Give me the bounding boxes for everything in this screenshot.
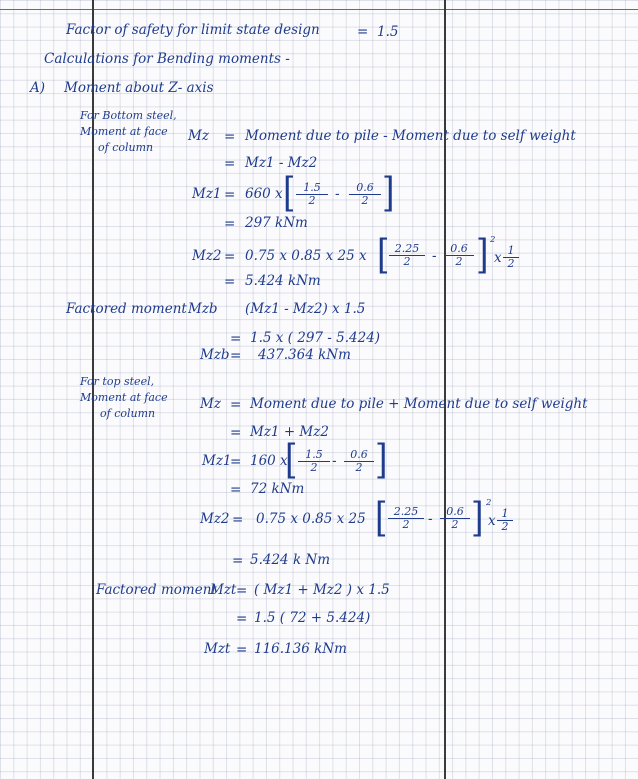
top-mz1-result: 72 kNm — [250, 481, 305, 497]
bottom-steel-label-2: Moment at face — [80, 125, 168, 138]
bottom-mz-split: Mz1 - Mz2 — [245, 155, 318, 171]
top-mz2-symbol: Mz2 — [200, 511, 230, 527]
fos-value: 1.5 — [377, 24, 399, 40]
bottom-mz2-times: x — [494, 250, 502, 266]
top-mz2-frac-d: 0.6 2 — [440, 506, 470, 531]
top-steel-label-1: For top steel, — [80, 375, 155, 388]
bottom-mz2-symbol: Mz2 — [192, 248, 222, 264]
bottom-mzb-symbol: Mzb — [188, 301, 218, 317]
top-mz1-result-eq: = — [230, 482, 242, 498]
bottom-mz1-result: 297 kNm — [245, 215, 308, 231]
bottom-factored-label: Factored moment — [66, 301, 187, 317]
bottom-mz1-eq: = — [224, 187, 236, 203]
top-factored-label: Factored moment — [96, 582, 217, 598]
top-mz2-lead: 0.75 x 0.85 x 25 — [256, 511, 366, 527]
bottom-mz-definition: Moment due to pile - Moment due to self weight — [245, 128, 576, 144]
bottom-mz2-frac-d: 0.6 2 — [444, 243, 474, 268]
top-mz2-result: 5.424 k Nm — [250, 552, 331, 568]
bottom-steel-label-1: For Bottom steel, — [80, 109, 177, 122]
bottom-mz1-left-bracket: [ — [283, 168, 296, 216]
top-factored-result: 116.136 kNm — [254, 641, 347, 657]
bottom-mz2-lead: 0.75 x 0.85 x 25 x — [245, 248, 367, 264]
margin-line-right — [444, 0, 446, 779]
top-mz2-result-eq: = — [232, 553, 244, 569]
bottom-mz-symbol: Mz — [188, 128, 209, 144]
bottom-factored-result-eq: = — [230, 348, 242, 364]
top-mz2-half: 1 2 — [497, 508, 513, 533]
bottom-mz2-square: 2 — [490, 235, 496, 245]
bottom-factored-expr: (Mz1 - Mz2) x 1.5 — [245, 301, 366, 317]
top-mz-split: Mz1 + Mz2 — [250, 424, 329, 440]
top-factored-sub-eq: = — [236, 611, 248, 627]
bottom-steel-label-3: of column — [98, 141, 154, 154]
top-mz1-right-bracket: ] — [375, 435, 388, 483]
bottom-mz1-symbol: Mz1 — [192, 186, 222, 202]
top-mz1-lead: 160 x — [250, 453, 288, 469]
bottom-mz2-right-bracket: ] — [476, 230, 489, 278]
top-factored-sub: 1.5 ( 72 + 5.424) — [254, 610, 371, 626]
top-factored-eq: = — [236, 583, 248, 599]
top-mz1-frac-a: 1.5 2 — [298, 449, 330, 474]
top-steel-label-2: Moment at face — [80, 391, 168, 404]
top-factored-result-eq: = — [236, 642, 248, 658]
bottom-mz2-frac-c: 2.25 2 — [389, 243, 425, 268]
top-mz2-square: 2 — [486, 498, 492, 508]
top-mz2-frac-c: 2.25 2 — [388, 506, 424, 531]
top-mzt-result-symbol: Mzt — [204, 641, 231, 657]
top-mz1-symbol: Mz1 — [202, 453, 232, 469]
bottom-factored-sub-eq: = — [230, 331, 242, 347]
section-heading: Calculations for Bending moments - — [44, 51, 290, 67]
top-mz1-frac-b: 0.6 2 — [344, 449, 374, 474]
bottom-mz2-result-eq: = — [224, 274, 236, 290]
bottom-mz1-lead: 660 x — [245, 186, 283, 202]
top-steel-label-3: of column — [100, 407, 156, 420]
top-mz2-eq: = — [232, 512, 244, 528]
bottom-mz1-right-bracket: ] — [382, 168, 395, 216]
bottom-mz-eq: = — [224, 129, 236, 145]
bottom-mz2-eq: = — [224, 249, 236, 265]
top-mz2-minus: - — [428, 511, 433, 527]
bottom-mz1-frac-b: 0.6 2 — [349, 182, 381, 207]
bottom-mz-split-eq: = — [224, 156, 236, 172]
top-factored-expr: ( Mz1 + Mz2 ) x 1.5 — [254, 582, 390, 598]
top-mz1-left-bracket: [ — [285, 435, 298, 483]
top-mz-eq: = — [230, 397, 242, 413]
top-mz2-left-bracket: [ — [375, 493, 388, 541]
sub-marker: A) — [30, 80, 46, 96]
top-mz1-minus: - — [332, 453, 337, 469]
fos-equals: = — [357, 24, 369, 40]
top-mz2-right-bracket: ] — [471, 493, 484, 541]
sub-heading: Moment about Z- axis — [64, 80, 214, 96]
top-mz2-times: x — [488, 513, 496, 529]
bottom-factored-result: 437.364 kNm — [258, 347, 351, 363]
bottom-mz2-result: 5.424 kNm — [245, 273, 321, 289]
fos-label: Factor of safety for limit state design — [66, 22, 320, 38]
top-mzt-symbol: Mzt — [210, 582, 237, 598]
page-top-edge — [0, 0, 638, 10]
top-mz-split-eq: = — [230, 425, 242, 441]
top-mz1-eq: = — [230, 454, 242, 470]
bottom-mz1-frac-a: 1.5 2 — [296, 182, 328, 207]
bottom-mz2-minus: - — [432, 248, 437, 264]
bottom-mz1-result-eq: = — [224, 216, 236, 232]
bottom-mzb-result-symbol: Mzb — [200, 347, 230, 363]
bottom-mz1-minus: - — [335, 186, 340, 202]
top-mz-definition: Moment due to pile + Moment due to self weight — [250, 396, 588, 412]
bottom-mz2-left-bracket: [ — [377, 230, 390, 278]
bottom-factored-sub: 1.5 x ( 297 - 5.424) — [250, 330, 381, 346]
bottom-mz2-half: 1 2 — [503, 245, 519, 270]
top-mz-symbol: Mz — [200, 396, 221, 412]
